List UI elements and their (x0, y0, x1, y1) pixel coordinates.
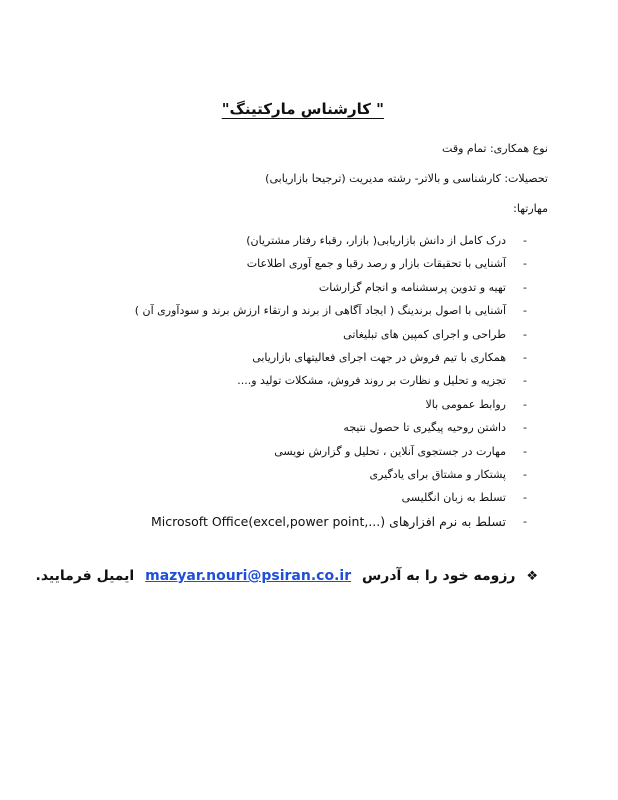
bullet-dash: - (523, 491, 527, 505)
skill-text: داشتن روحیه پیگیری تا حصول نتیجه (343, 421, 506, 435)
bullet-dash: - (523, 234, 527, 247)
skill-text: همکاری با تیم فروش در جهت اجرای فعالیتهای بازاریابی (252, 350, 506, 364)
list-item (135, 279, 530, 302)
list-item (135, 349, 530, 372)
employment-type: نوع همکاری: تمام وقت (442, 142, 548, 155)
bullet-dash: - (523, 257, 527, 271)
skill-text: آشنایی با تحقیقات بازار و رصد رقبا و جمع آوری اطلاعات (246, 257, 506, 271)
diamond-bullet-icon: ❖ (526, 569, 538, 584)
skill-text: طراحی و اجرای کمپین های تبلیغاتی (343, 327, 506, 341)
skill-text: روابط عمومی بالا (425, 397, 506, 411)
bullet-dash: - (523, 374, 527, 388)
application-instructions (36, 568, 538, 584)
page-title: " کارشناس مارکتینگ" (221, 100, 384, 118)
bullet-dash: - (523, 280, 527, 294)
skills-heading: مهارتها: (513, 202, 548, 215)
bullet-dash: - (523, 397, 527, 411)
list-item (135, 326, 530, 349)
bullet-dash: - (523, 444, 527, 458)
list-item (135, 489, 530, 512)
list-item (135, 255, 530, 278)
footer-text-after-email: ایمیل فرمایید. (35, 568, 135, 584)
bullet-dash: - (523, 304, 527, 318)
bullet-dash: - (523, 467, 527, 481)
bullet-dash: - (523, 514, 527, 528)
bullet-dash: - (523, 350, 527, 364)
skill-text: آشنایی با اصول برندینگ ( ایجاد آگاهی از برند و ارتقاء ارزش برند و سودآوری آن ) (134, 304, 506, 318)
skill-text: تسلط به نرم افزارهای (...,Microsoft Office(excel,power point (150, 513, 506, 529)
skill-text: مهارت در جستجوی آنلاین ، تحلیل و گزارش نویسی (274, 444, 506, 458)
list-item (135, 443, 530, 466)
skill-text: تجزیه و تحلیل و نظارت بر روند فروش، مشکلات تولید و.... (237, 374, 506, 388)
education-requirement: تحصیلات: کارشناسی و بالاتر- رشته مدیریت (ترجیحا بازاریابی) (265, 172, 548, 185)
skill-text: تهیه و تدوین پرسشنامه و انجام گزارشات (318, 280, 506, 294)
skills-list (135, 232, 530, 536)
bullet-dash: - (523, 421, 527, 435)
email-link[interactable]: mazyar.nouri@psiran.co.ir (145, 568, 352, 584)
list-item (135, 396, 530, 419)
skill-text: پشتکار و مشتاق برای یادگیری (369, 467, 506, 481)
list-item (135, 466, 530, 489)
skill-text: درک کامل از دانش بازاریابی( بازار، رقباء رفتار مشتریان) (246, 234, 506, 247)
skill-text: تسلط به زبان انگلیسی (401, 491, 506, 505)
footer-text-before-email: رزومه خود را به آدرس (361, 568, 516, 584)
list-item (135, 513, 530, 536)
list-item (135, 419, 530, 442)
bullet-dash: - (523, 327, 527, 341)
list-item (135, 232, 530, 255)
list-item (135, 372, 530, 395)
list-item (135, 302, 530, 325)
